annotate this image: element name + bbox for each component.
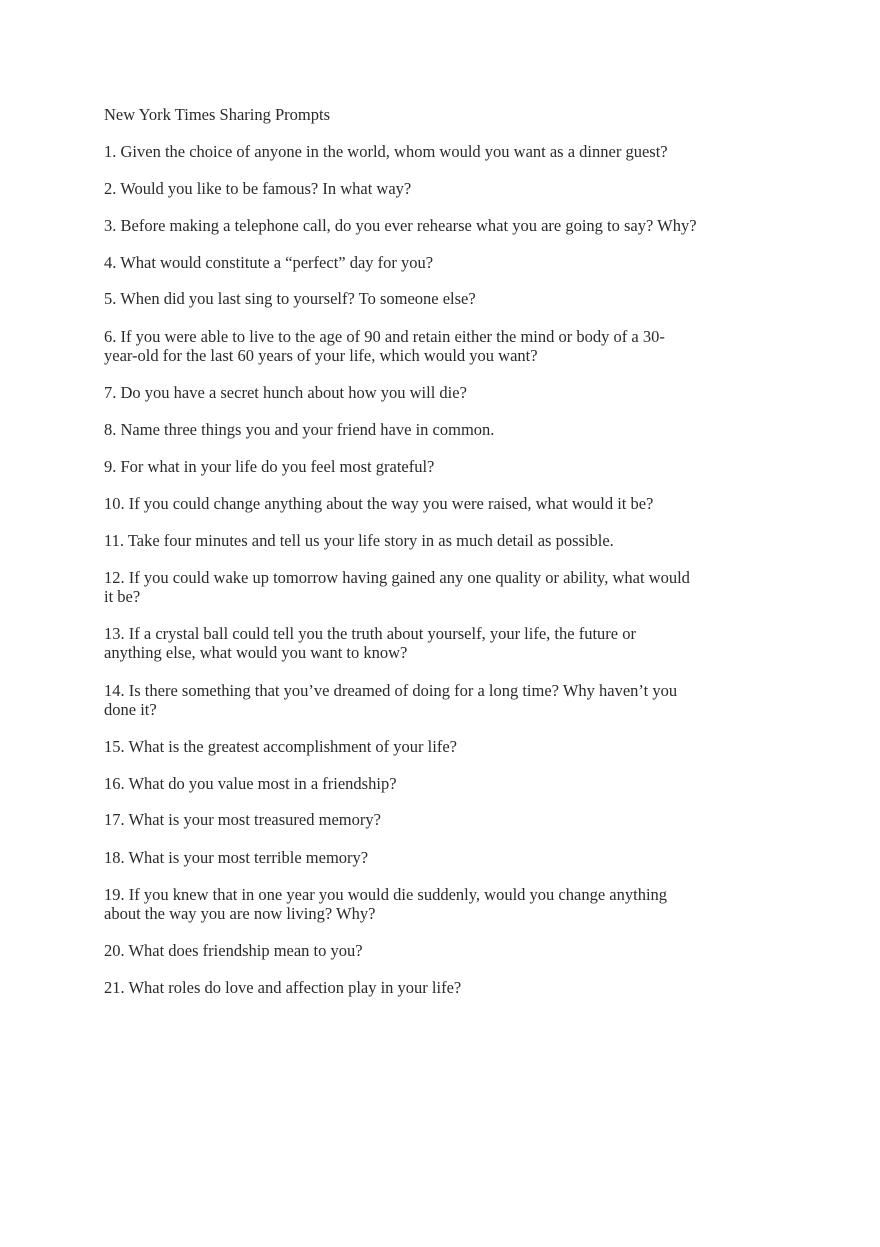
prompt-text: about the way you are now living? Why? (104, 904, 376, 923)
prompt-item (104, 494, 744, 513)
prompt-text: it be? (104, 587, 141, 606)
prompt-item (104, 531, 744, 550)
prompt-item (104, 737, 744, 756)
prompt-text: 17. What is your most treasured memory? (104, 810, 381, 829)
prompt-text: 8. Name three things you and your friend have in common. (104, 420, 495, 439)
prompt-item (104, 383, 744, 402)
prompt-text: 15. What is the greatest accomplishment of your life? (104, 737, 457, 756)
prompt-item (104, 774, 744, 793)
prompt-text: 4. What would constitute a “perfect” day for you? (104, 253, 434, 272)
prompt-text: 6. If you were able to live to the age of 90 and retain either the mind or body of a 30- (104, 327, 665, 346)
prompt-item (104, 624, 744, 662)
prompt-text: 19. If you knew that in one year you would die suddenly, would you change anything (104, 885, 668, 904)
prompt-text: 14. Is there something that you’ve dreamed of doing for a long time? Why haven’t you (104, 681, 678, 700)
prompt-text: 9. For what in your life do you feel most grateful? (104, 457, 435, 476)
prompt-item (104, 941, 744, 960)
prompt-item (104, 420, 744, 439)
prompt-item (104, 142, 744, 161)
prompt-text: 1. Given the choice of anyone in the world, whom would you want as a dinner guest? (104, 142, 668, 161)
prompt-item (104, 457, 744, 476)
prompt-text: done it? (104, 700, 157, 719)
prompt-item (104, 978, 744, 997)
prompt-text: 3. Before making a telephone call, do you ever rehearse what you are going to say? Why? (104, 216, 697, 235)
prompt-text: 16. What do you value most in a friendship? (104, 774, 397, 793)
prompt-text: 13. If a crystal ball could tell you the truth about yourself, your life, the future or (104, 624, 636, 643)
prompt-text: 7. Do you have a secret hunch about how you will die? (104, 383, 467, 402)
prompt-item (104, 253, 744, 272)
prompt-text: anything else, what would you want to know? (104, 643, 408, 662)
prompt-item (104, 810, 744, 829)
prompt-text: 10. If you could change anything about the way you were raised, what would it be? (104, 494, 654, 513)
prompt-item (104, 179, 744, 198)
prompt-item (104, 681, 744, 719)
prompt-text: 20. What does friendship mean to you? (104, 941, 363, 960)
prompt-item (104, 327, 744, 365)
prompt-text: 21. What roles do love and affection play in your life? (104, 978, 462, 997)
prompt-item (104, 885, 744, 923)
prompt-text: 5. When did you last sing to yourself? To someone else? (104, 289, 476, 308)
prompt-text: year-old for the last 60 years of your life, which would you want? (104, 346, 538, 365)
document-title: New York Times Sharing Prompts (104, 105, 331, 124)
prompt-text: 18. What is your most terrible memory? (104, 848, 369, 867)
prompt-text: 2. Would you like to be famous? In what way? (104, 179, 412, 198)
prompt-text: 11. Take four minutes and tell us your life story in as much detail as possible. (104, 531, 614, 550)
prompt-item (104, 216, 744, 235)
prompt-item (104, 289, 744, 308)
prompt-item (104, 568, 744, 606)
prompt-text: 12. If you could wake up tomorrow having gained any one quality or ability, what would (104, 568, 690, 587)
prompt-item (104, 848, 744, 867)
